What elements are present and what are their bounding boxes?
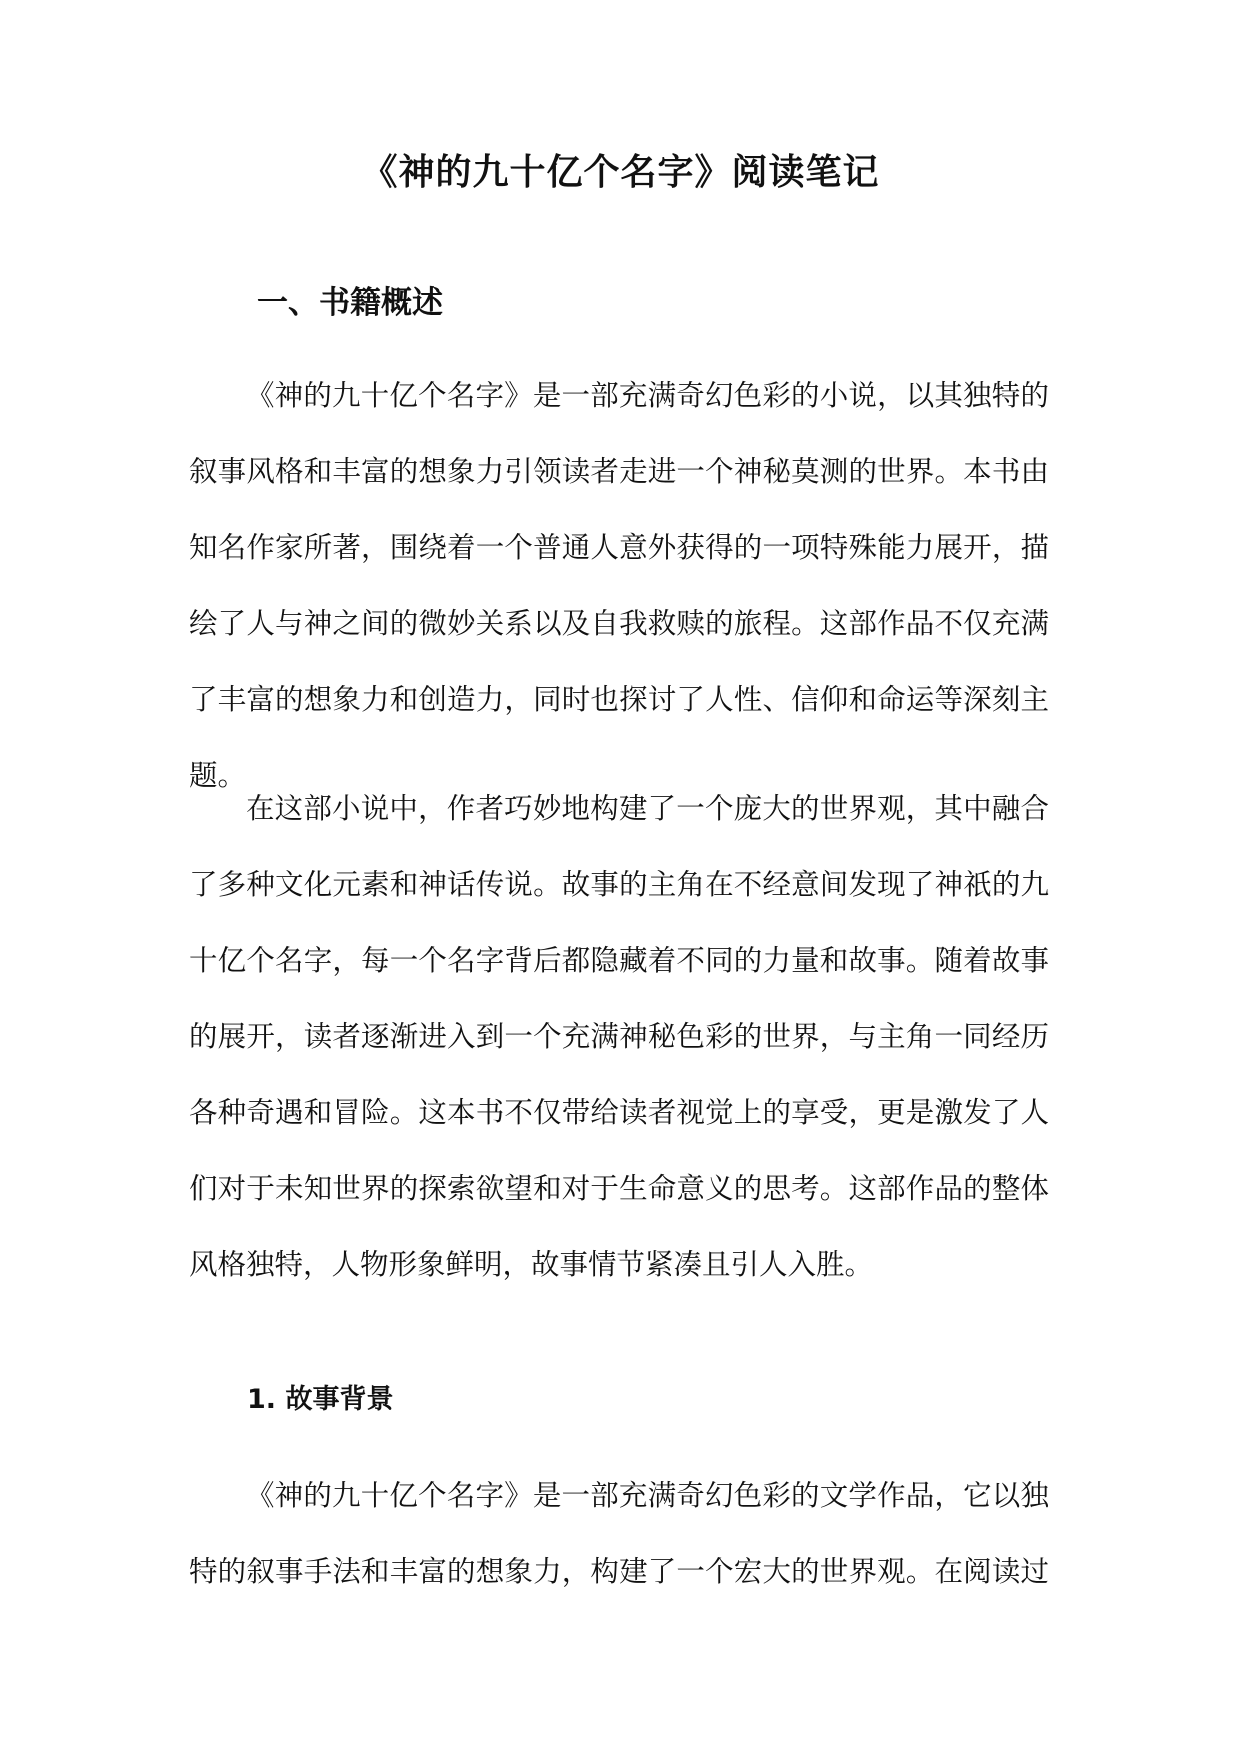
paragraph-line: 《神的九十亿个名字》是一部充满奇幻色彩的文学作品，它以独 bbox=[246, 1479, 1049, 1512]
paragraph-line: 题。 bbox=[189, 759, 247, 792]
paragraph-line: 十亿个名字，每一个名字背后都隐藏着不同的力量和故事。随着故事 bbox=[189, 944, 1049, 977]
subsection-heading-story-background: 1. 故事背景 bbox=[247, 1384, 394, 1415]
paragraph-line: 们对于未知世界的探索欲望和对于生命意义的思考。这部作品的整体 bbox=[189, 1172, 1049, 1205]
paragraph-line: 叙事风格和丰富的想象力引领读者走进一个神秘莫测的世界。本书由 bbox=[189, 455, 1049, 488]
section-heading-book-overview: 一、书籍概述 bbox=[257, 285, 443, 321]
paragraph-overview-1 bbox=[189, 358, 1049, 814]
paragraph-story-background bbox=[189, 1458, 1049, 1610]
paragraph-line: 的展开，读者逐渐进入到一个充满神秘色彩的世界，与主角一同经历 bbox=[189, 1020, 1049, 1053]
paragraph-line: 各种奇遇和冒险。这本书不仅带给读者视觉上的享受，更是激发了人 bbox=[189, 1096, 1049, 1129]
paragraph-line: 《神的九十亿个名字》是一部充满奇幻色彩的小说，以其独特的 bbox=[246, 379, 1049, 412]
paragraph-line: 绘了人与神之间的微妙关系以及自我救赎的旅程。这部作品不仅充满 bbox=[189, 607, 1049, 640]
document-title: 《神的九十亿个名字》阅读笔记 bbox=[361, 152, 880, 193]
paragraph-line: 了多种文化元素和神话传说。故事的主角在不经意间发现了神祇的九 bbox=[189, 868, 1049, 901]
paragraph-line: 了丰富的想象力和创造力，同时也探讨了人性、信仰和命运等深刻主 bbox=[189, 683, 1049, 716]
paragraph-line: 知名作家所著，围绕着一个普通人意外获得的一项特殊能力展开，描 bbox=[189, 531, 1049, 564]
paragraph-line: 特的叙事手法和丰富的想象力，构建了一个宏大的世界观。在阅读过 bbox=[189, 1555, 1049, 1588]
paragraph-line: 风格独特，人物形象鲜明，故事情节紧凑且引人入胜。 bbox=[189, 1248, 874, 1281]
paragraph-overview-2 bbox=[189, 771, 1049, 1303]
paragraph-line: 在这部小说中，作者巧妙地构建了一个庞大的世界观，其中融合 bbox=[246, 792, 1049, 825]
